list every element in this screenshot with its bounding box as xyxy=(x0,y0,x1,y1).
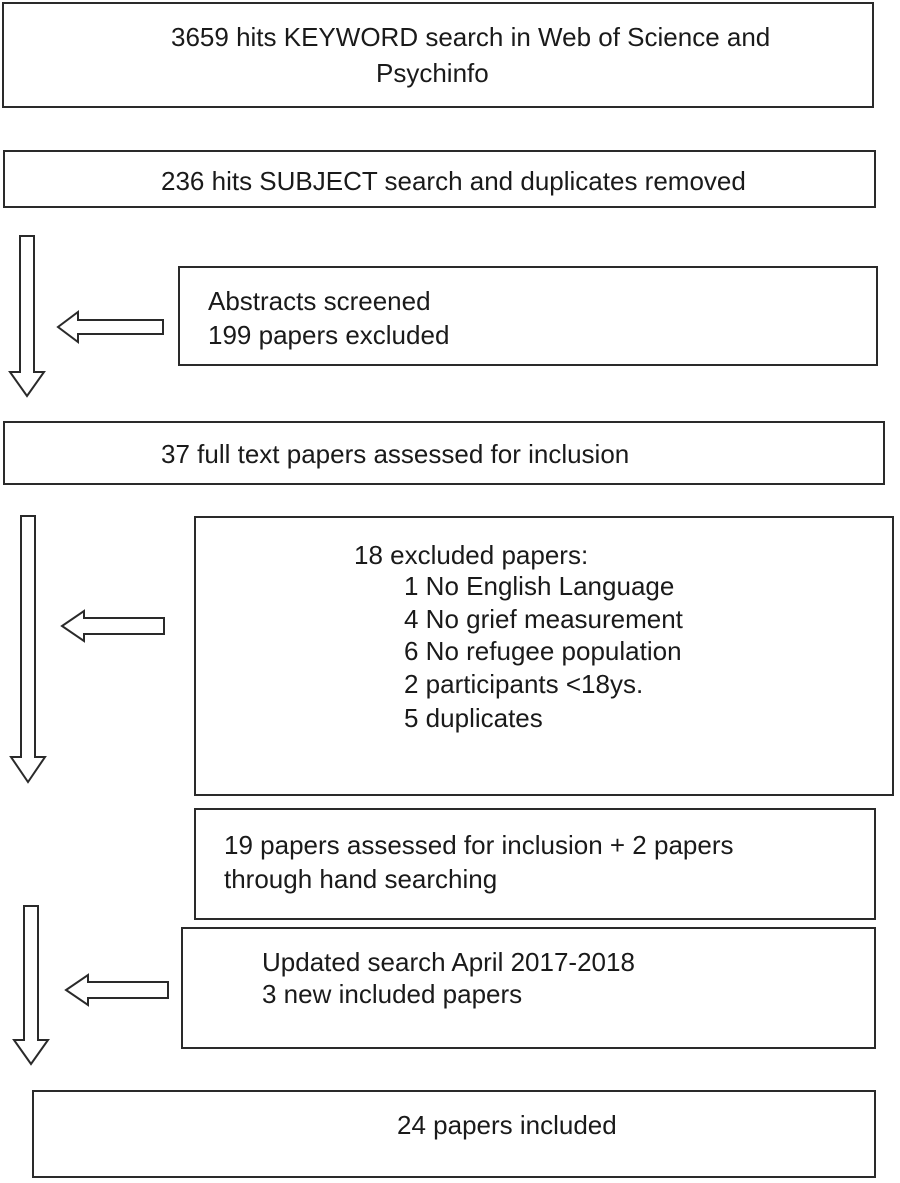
excluded-papers-heading: 18 excluded papers: xyxy=(354,540,589,570)
updated-search-line1: Updated search April 2017-2018 xyxy=(262,947,635,977)
excluded-papers-box xyxy=(194,516,894,796)
excluded-reason-item: 4 No grief measurement xyxy=(404,604,683,634)
full-text-assessed-line1: 37 full text papers assessed for inclusion xyxy=(161,439,630,469)
subject-search-box xyxy=(3,150,876,208)
down-arrow-1 xyxy=(10,236,44,396)
down-arrow-3 xyxy=(14,906,48,1064)
left-arrow-2 xyxy=(62,611,164,641)
keyword-search-line2: Psychinfo xyxy=(376,58,489,88)
excluded-reason-item: 2 participants <18ys. xyxy=(404,669,644,699)
excluded-reason-item: 1 No English Language xyxy=(404,571,675,601)
down-arrow-2 xyxy=(11,516,45,782)
updated-search-box xyxy=(181,927,876,1049)
final-included-line1: 24 papers included xyxy=(397,1110,617,1140)
abstracts-screened-line1: Abstracts screened xyxy=(208,286,431,316)
keyword-search-line1: 3659 hits KEYWORD search in Web of Science and xyxy=(171,22,771,52)
keyword-search-box xyxy=(2,2,874,108)
assessed-plus-hand-line2: through hand searching xyxy=(224,864,498,894)
assessed-plus-hand-box xyxy=(194,808,876,920)
full-text-assessed-box xyxy=(3,421,885,485)
subject-search-line1: 236 hits SUBJECT search and duplicates removed xyxy=(161,166,746,196)
final-included-box xyxy=(32,1090,876,1178)
assessed-plus-hand-line1: 19 papers assessed for inclusion + 2 papers xyxy=(224,830,734,860)
abstracts-screened-line2: 199 papers excluded xyxy=(208,320,450,350)
left-arrow-1 xyxy=(58,312,163,342)
updated-search-line2: 3 new included papers xyxy=(262,979,523,1009)
abstracts-screened-box xyxy=(178,266,878,366)
left-arrow-3 xyxy=(66,975,168,1005)
excluded-reason-item: 6 No refugee population xyxy=(404,636,682,666)
excluded-reason-item: 5 duplicates xyxy=(404,703,543,733)
